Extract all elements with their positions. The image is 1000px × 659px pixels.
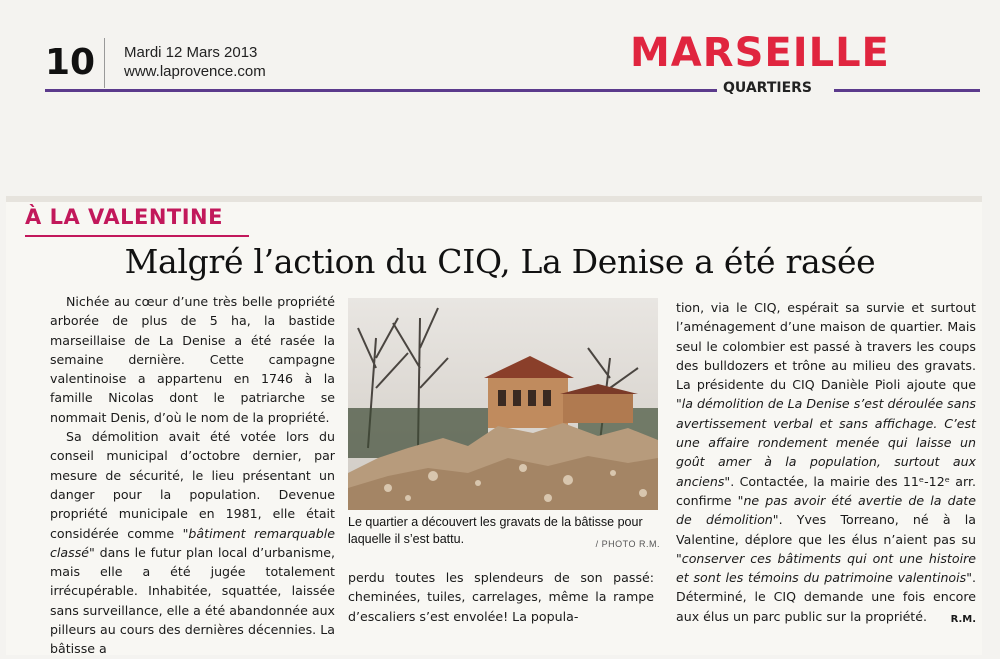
article-kicker: À LA VALENTINE: [25, 205, 223, 229]
quote: "bâtiment remarquable classé": [50, 525, 335, 560]
page-number: 10: [45, 42, 96, 83]
header-rule-left: [45, 89, 717, 92]
caption-text: Le quartier a découvert les gravats de la bâtisse pour laquelle il s’est battu.: [348, 515, 643, 546]
publication-date: Mardi 12 Mars 2013: [124, 44, 258, 61]
author-signature: R.M.: [950, 613, 976, 625]
paragraph: perdu toutes les splendeurs de son passé: cheminées, tuiles, carrelages, même la rampe d’escaliers s’est envolée! La popula-: [348, 570, 654, 624]
text-run: Sa démolition avait été votée lors du conseil municipal d’octobre dernier, par mesure de sécurité, le lieu présentant un danger pour la population. Devenue propriété municipale en 1981, elle était considérée comme: [50, 429, 335, 541]
article-photo: [348, 298, 658, 510]
article-column-1: [50, 292, 335, 659]
demolition-photo-illustration: [348, 298, 658, 510]
photo-credit: / PHOTO R.M.: [595, 539, 660, 549]
website-url: www.laprovence.com: [124, 63, 266, 80]
article-column-3: [676, 298, 976, 629]
kicker-underline: [25, 235, 249, 237]
header-rule-right: [834, 89, 980, 92]
paragraph: [676, 298, 976, 626]
text-run: . Déterminé, le CIQ demande une fois encore aux élus un parc public sur la propriété.: [676, 570, 976, 624]
section-title: MARSEILLE: [630, 30, 890, 76]
clipping-edge: [6, 196, 982, 202]
text-run: . Contactée, la mairie des 11ᵉ-12ᵉ arr. confirme: [676, 473, 976, 508]
header-divider: [104, 38, 105, 88]
paragraph: Nichée au cœur d’une très belle propriété arborée de plus de 5 ha, la bastide marseillaise de La Denise a été rasée la semaine dernière. Cette campagne valentinoise a appartenu en 1746 à la famille Nicolas dont le patriarche se nommait Denis, d’où le nom de la propriété.: [50, 294, 335, 425]
quote: "la démolition de La Denise s’est déroulée sans avertissement verbal et sans affichage. C’est une affaire rondement menée qui laisse un goût amer à la population, surtout aux anciens": [676, 396, 976, 489]
text-run: . Yves Torreano, né à la Valentine, déplore que les élus n’aient pas su: [676, 512, 976, 547]
article-headline: Malgré l’action du CIQ, La Denise a été rasée: [124, 242, 876, 281]
quote: "conserver ces bâtiments qui ont une histoire et sont les témoins du patrimoine valentinois": [676, 550, 976, 586]
text-run: dans le futur plan local d’urbanisme, mais elle a été jugée totalement irrécupérable. Inhabitée, squattée, laissée sans surveillance, elle a été abandonnée aux pilleurs au cours des dernières décennies. La bâtisse a: [50, 544, 336, 657]
subsection-title: QUARTIERS: [723, 80, 813, 96]
photo-caption: [348, 514, 660, 553]
quote: "ne pas avoir été avertie de la date de démolition": [676, 492, 976, 528]
paragraph: [50, 427, 335, 659]
article-column-2: [348, 568, 654, 626]
text-run: tion, via le CIQ, espérait sa survie et surtout l’aménagement d’une maison de quartier. Mais seul le colombier est passé à travers les coups des bulldozers et trône au milieu des gravats. La présidente du CIQ Danièle Pioli ajoute que: [676, 300, 976, 393]
